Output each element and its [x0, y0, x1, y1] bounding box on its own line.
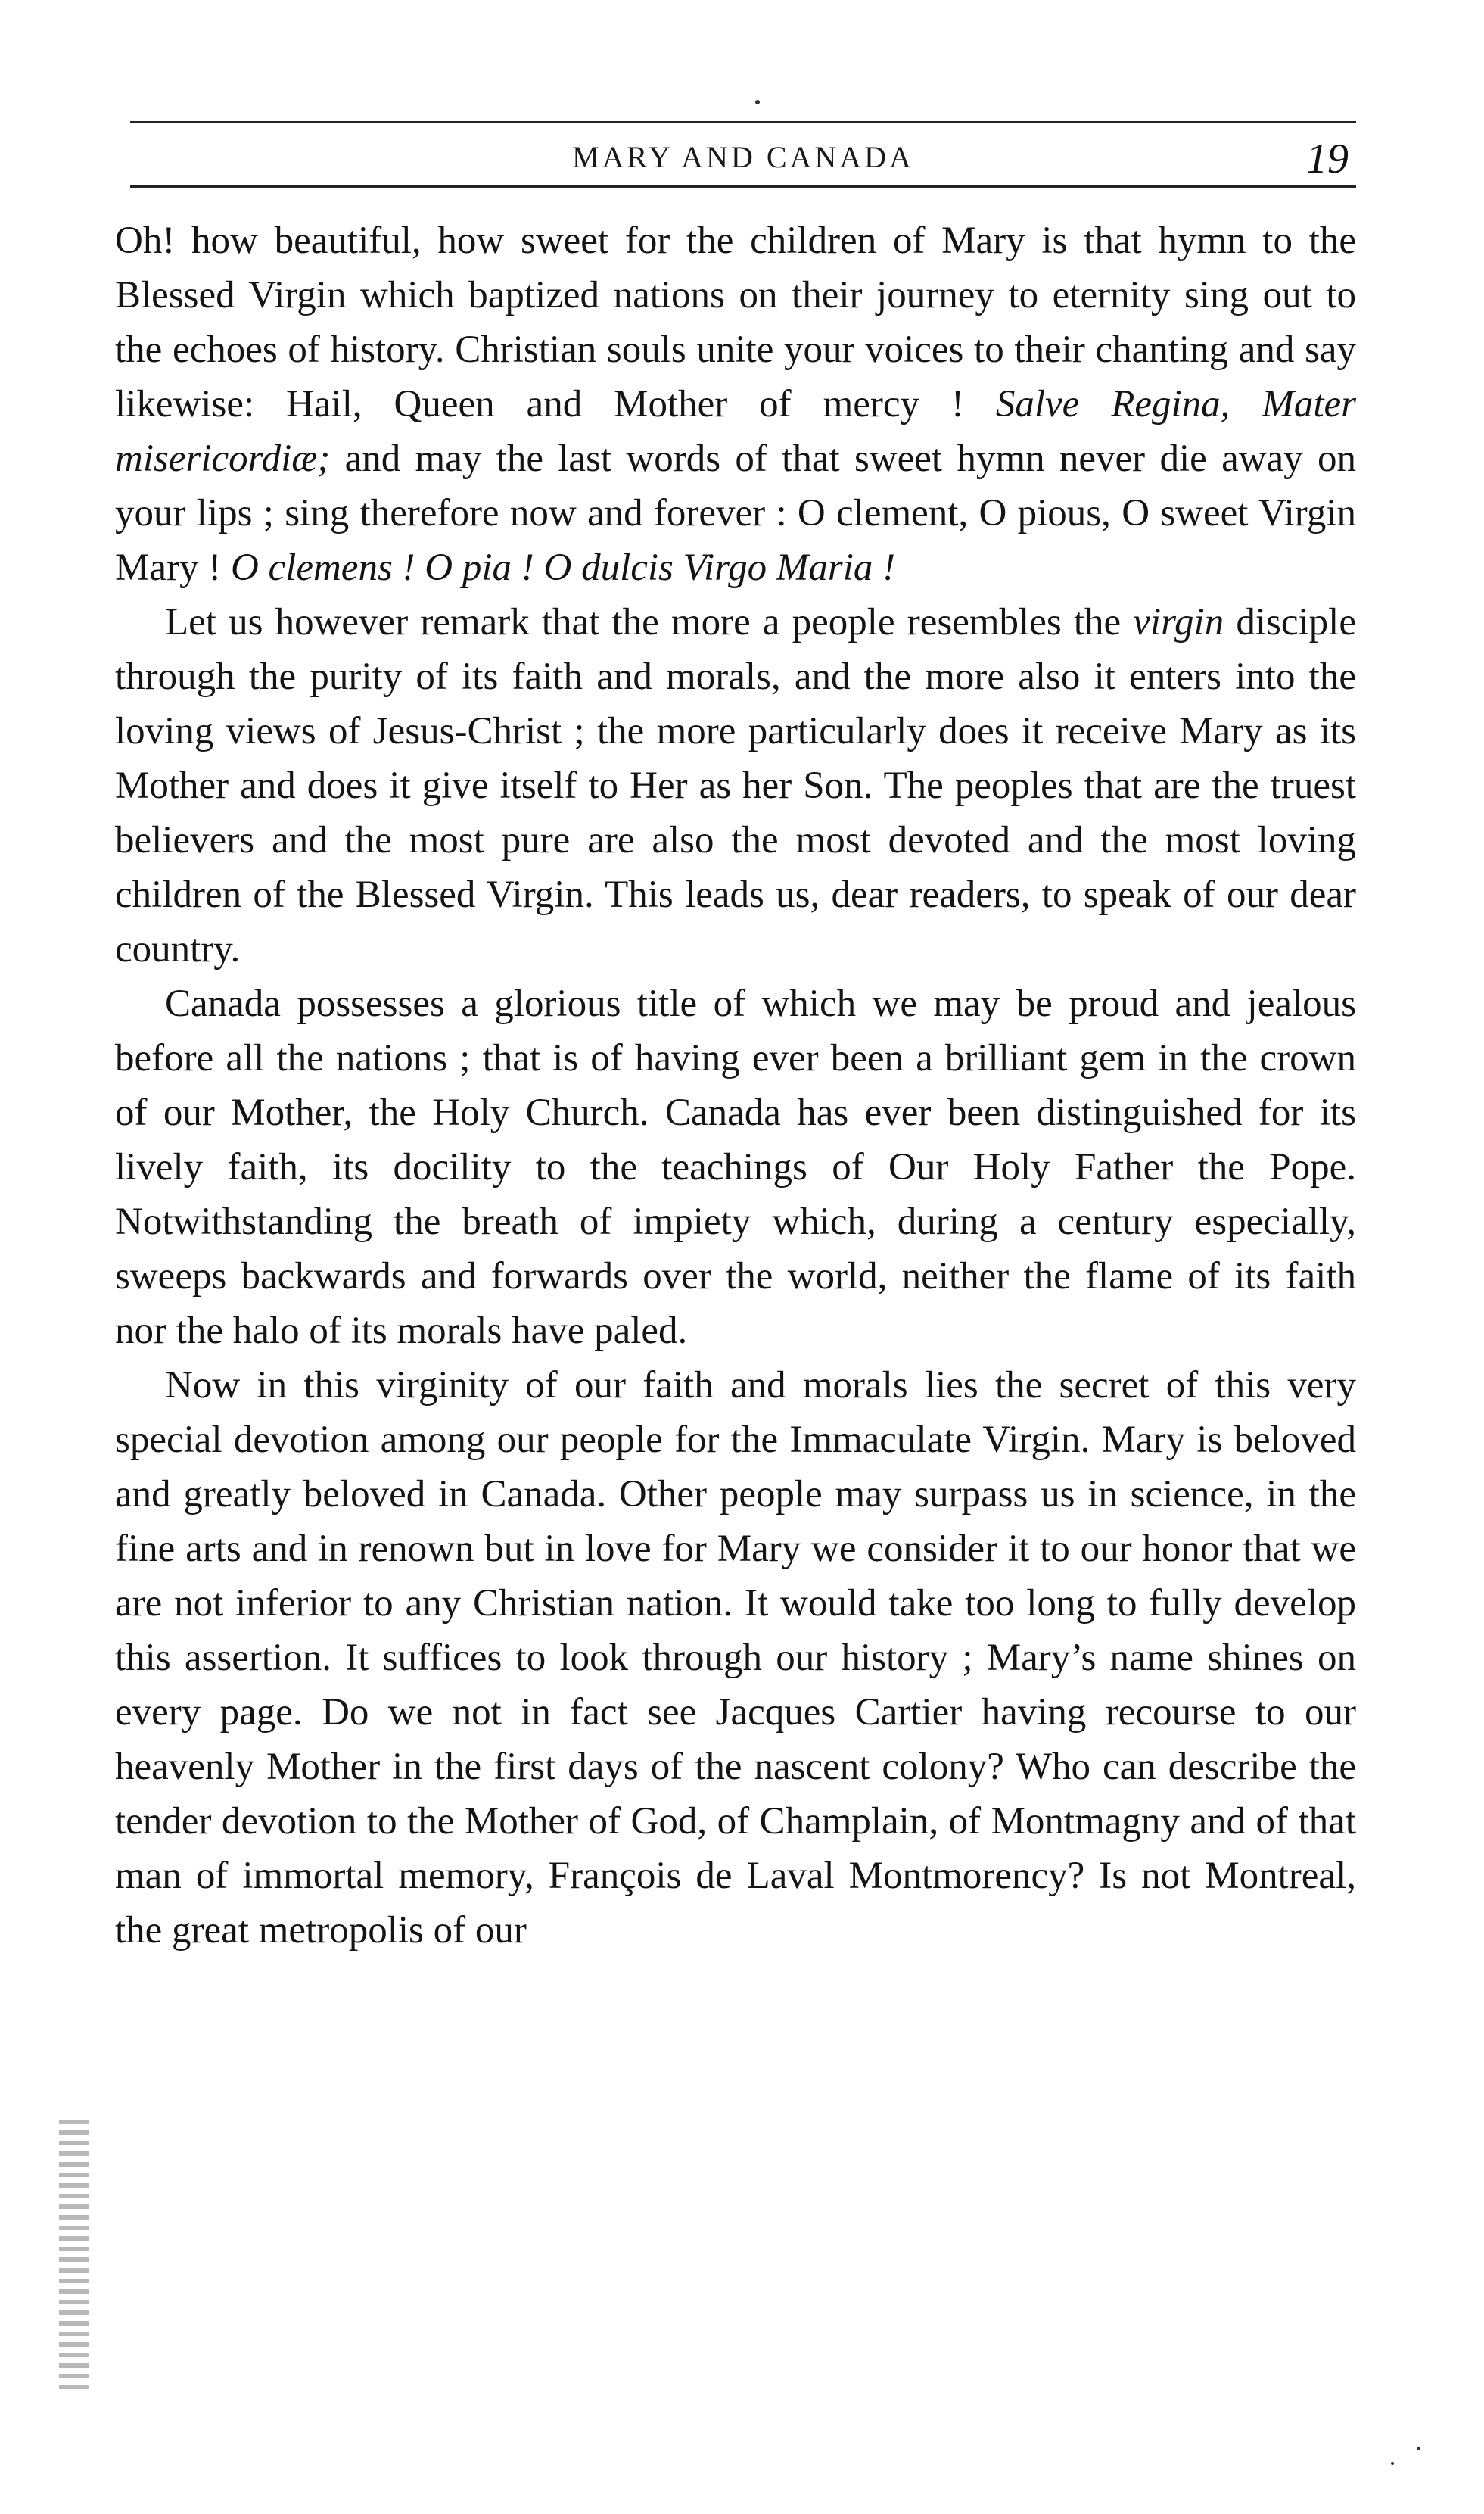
paragraph: [115, 1358, 1356, 1958]
paragraph-text: Oh! how beautiful, how sweet for the children of Mary is that hymn to the Blessed Virgin which baptized nations on their journey to eternity sing out to the echoes of history. Christian souls unite your voices to their chanting and say likewise: Hail, Queen and Mother of mercy !: [115, 220, 1356, 425]
paragraph-text: Canada possesses a glorious title of which we may be proud and jealous before all the nations ; that is of having ever been a brilliant gem in the crown of our Mother, the Holy Church. Canada has ever been distinguished for its lively faith, its docility to the teachings of Our Holy Father the Pope. Notwithstanding the breath of impiety which, during a century especially, sweeps backwards and forwards over the world, neither the flame of its faith nor the halo of its morals have paled.: [115, 983, 1356, 1352]
print-speck: [1391, 2462, 1394, 2465]
paragraph-text: and may the last words of that sweet hymn never die away on your lips ; sing therefore now and forever : O clement, O pious, O sweet Virgin Mary !: [115, 438, 1356, 589]
running-title: MARY AND CANADA: [572, 140, 914, 174]
header-rule-top: [130, 121, 1356, 123]
page-number: 19: [1306, 136, 1349, 182]
paragraph-text: disciple through the purity of its faith and morals, and the more also it enters into the loving views of Jesus-Christ ; the more particularly does it receive Mary as its Mother and does it give itself to Her as her Son. The peoples that are the truest believers and the most pure are also the most devoted and the most loving children of the Blessed Virgin. This leads us, dear readers, to speak of our dear country.: [115, 601, 1356, 970]
body-text: [115, 213, 1356, 1958]
paragraph-text: Let us however remark that the more a people resembles the: [165, 601, 1134, 643]
running-head: [130, 135, 1356, 180]
italic-text: O clemens ! O pia ! O dulcis Virgo Maria !: [230, 547, 896, 589]
paragraph: [115, 977, 1356, 1358]
paragraph-text: Now in this virginity of our faith and morals lies the secret of this very special devotion among our people for the Immaculate Virgin. Mary is beloved and greatly beloved in Canada. Other people may surpass us in science, in the fine arts and in renown but in love for Mary we consider it to our honor that we are not inferior to any Christian nation. It would take too long to fully develop this assertion. It suffices to look through our history ; Mary’s name shines on every page. Do we not in fact see Jacques Cartier having recourse to our heavenly Mother in the first days of the nascent colony? Who can describe the tender devotion to the Mother of God, of Champlain, of Montmagny and of that man of immortal memory, François de Laval Montmorency? Is not Montreal, the great metropolis of our: [115, 1364, 1356, 1952]
margin-stain: [59, 2120, 89, 2392]
header-rule-bottom: [130, 185, 1356, 188]
print-speck: [755, 100, 760, 104]
paragraph: [115, 213, 1356, 595]
paragraph: [115, 595, 1356, 977]
italic-text: Salve Regina, Mater misericordiæ;: [115, 383, 1356, 480]
italic-text: virgin: [1133, 601, 1224, 643]
print-speck: [1417, 2447, 1420, 2450]
